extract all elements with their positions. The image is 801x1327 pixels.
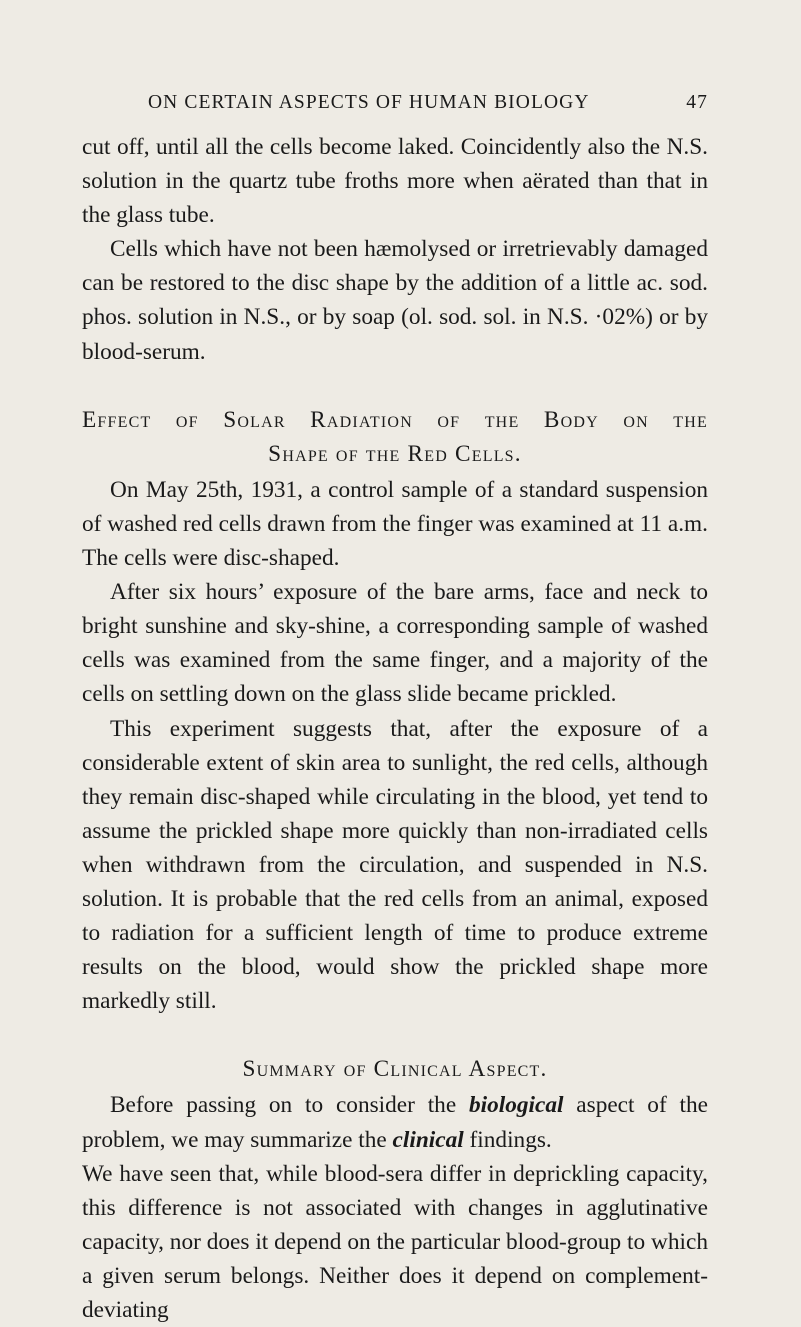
emphasis-clinical: clinical	[392, 1126, 464, 1153]
paragraph-continuation: cut off, until all the cells become laked. Coincidently also the N.S. solution in the quartz tube froths more when aërated than that in the glass tube.	[82, 134, 708, 229]
section-heading-line-1: Effect of Solar Radiation of the Body on the	[82, 406, 708, 433]
paragraph-before-passing	[82, 1088, 708, 1156]
paragraph-restoration: Cells which have not been hæmolysed or irretrievably damaged can be restored to the disc shape by the addition of a little ac. sod. phos. solution in N.S., or by soap (ol. sod. sol. in N.S. ·02%) or by blood-serum.	[82, 236, 708, 365]
running-head-title: ON CERTAIN ASPECTS OF HUMAN BIOLOGY	[148, 92, 590, 113]
paragraph-experiment-suggests: This experiment suggests that, after the exposure of a considerable extent of skin area to sunlight, the red cells, although they remain disc-shaped while circulating in the blood, yet tend to assume the prickled shape more quickly than non-irradiated cells when withdrawn from the circulation, and suspended in N.S. solution. It is probable that the red cells from an animal, exposed to radiation for a sufficient length of time to produce extreme results on the blood, would show the prickled shape more markedly still.	[82, 715, 708, 1015]
paragraph-exposure: After six hours’ exposure of the bare arms, face and neck to bright sunshine and sky-shine, a corresponding sample of washed cells was examined from the same finger, and a majority of the cells on settling down on the glass slide became prickled.	[82, 579, 708, 708]
text-run: findings.	[463, 1126, 552, 1153]
running-head	[148, 92, 708, 118]
text-run: Before passing on to consider the	[110, 1092, 469, 1119]
section-heading-summary: Summary of Clinical Aspect.	[242, 1056, 548, 1083]
body-text	[82, 130, 708, 1327]
page-number: 47	[686, 92, 708, 113]
paragraph-we-have-seen: We have seen that, while blood-sera differ in deprickling capacity, this difference is not associated with changes in agglutinative capacity, nor does it depend on the particular blood-group to which a given serum belongs. Neither does it depend on complement-deviating	[82, 1160, 708, 1323]
emphasis-biological: biological	[468, 1092, 564, 1119]
section-heading-line-2: Shape of the Red Cells.	[268, 440, 522, 467]
section-heading-solar-radiation	[82, 403, 708, 471]
text-run: aspect of the problem, we may summarize the	[82, 1092, 708, 1153]
paragraph-control-sample: On May 25th, 1931, a control sample of a standard suspension of washed red cells drawn from the finger was examined at 11 a.m. The cells were disc-shaped.	[82, 476, 708, 572]
